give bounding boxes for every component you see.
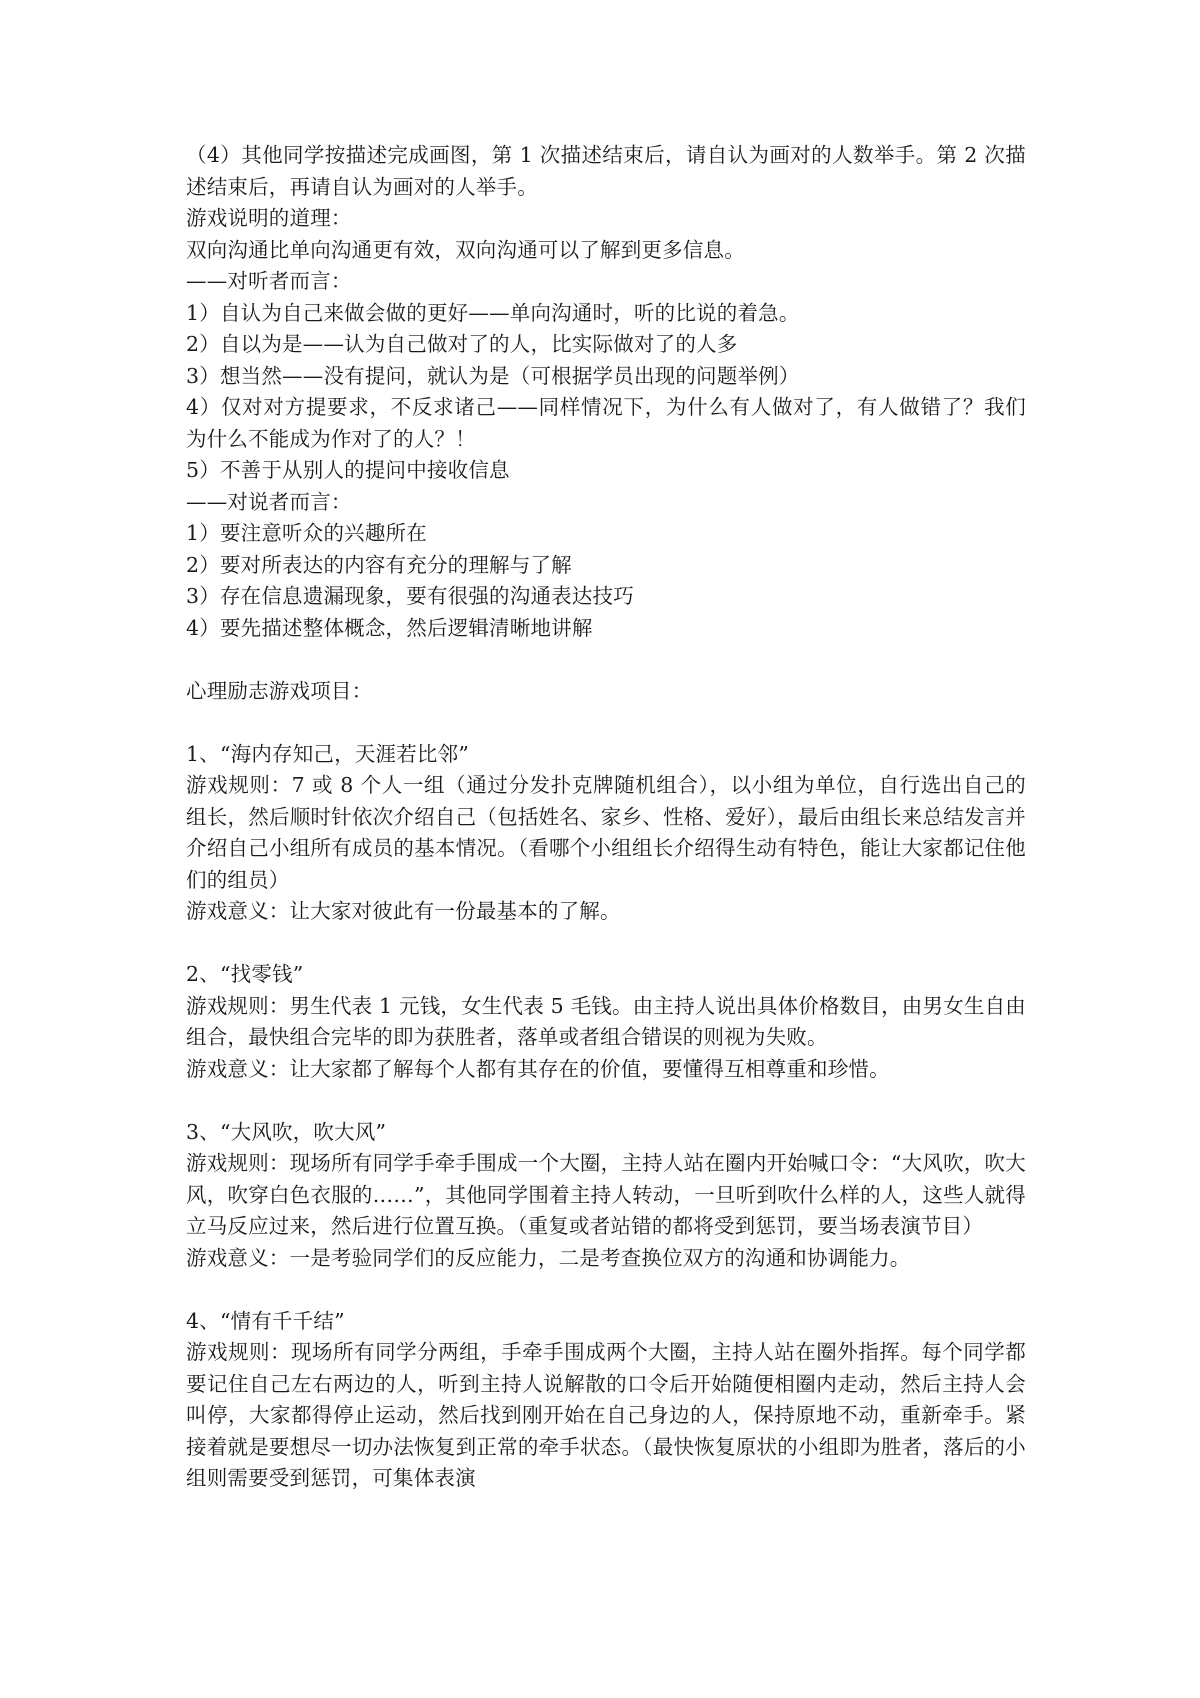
text-line: 3）想当然——没有提问，就认为是（可根据学员出现的问题举例） [186,363,800,388]
text-line: 3）存在信息遗漏现象，要有很强的沟通表达技巧 [186,584,634,608]
text-line: 5）不善于从别人的提问中接收信息 [186,458,510,482]
text-line: 4）要先描述整体概念，然后逻辑清晰地讲解 [186,615,593,640]
blank-line [186,1274,1026,1306]
blank-line [186,644,1026,676]
text-line: ——对说者而言： [186,489,352,514]
game-title: 3、“大风吹，吹大风” [186,1119,387,1144]
game-meaning: 游戏意义：一是考验同学们的反应能力，二是考查换位双方的沟通和协调能力。 [186,1245,911,1270]
game-title: 2、“找零钱” [186,962,304,986]
game-title: 1、“海内存知己，天涯若比邻” [186,741,470,766]
text-line: 游戏说明的道理： [186,206,352,230]
game-meaning: 游戏意义：让大家对彼此有一份最基本的了解。 [186,899,621,923]
game-meaning: 游戏意义：让大家都了解每个人都有其存在的价值，要懂得互相尊重和珍惜。 [186,1056,890,1081]
text-line: 1）自认为自己来做会做的更好——单向沟通时，听的比说的着急。 [186,300,800,325]
game-rule: 游戏规则：现场所有同学手牵手围成一个大圈，主持人站在圈内开始喊口令：“大风吹，吹大风，吹穿白色衣服的……”，其他同学围着主持人转动，一旦听到吹什么样的人，这些人就得立马反应过来，然后进行位置互换。（重复或者站错的都将受到惩罚，要当场表演节目） [186,1151,1026,1238]
document-page [186,140,1026,1495]
text-line: 双向沟通比单向沟通更有效，双向沟通可以了解到更多信息。 [186,237,745,262]
text-line: 1）要注意听众的兴趣所在 [186,521,427,545]
blank-line [186,928,1026,960]
game-rule: 游戏规则：男生代表 1 元钱，女生代表 5 毛钱。由主持人说出具体价格数目，由男女生自由组合，最快组合完毕的即为获胜者，落单或者组合错误的则视为失败。 [186,993,1026,1049]
blank-line [186,707,1026,739]
game-rule: 游戏规则：现场所有同学分两组，手牵手围成两个大圈，主持人站在圈外指挥。每个同学都要记住自己左右两边的人，听到主持人说解散的口令后开始随便相圈内走动，然后主持人会叫停，大家都得停止运动，然后找到刚开始在自己身边的人，保持原地不动，重新牵手。紧接着就是要想尽一切办法恢复到正常的牵手状态。（最快恢复原状的小组即为胜者，落后的小组则需要受到惩罚，可集体表演 [186,1340,1026,1490]
text-line: 4）仅对对方提要求，不反求诸己——同样情况下，为什么有人做对了，有人做错了？我们为什么不能成为作对了的人？！ [186,395,1026,451]
game-title: 4、“情有千千结” [186,1308,345,1333]
game-rule: 游戏规则：7 或 8 个人一组（通过分发扑克牌随机组合），以小组为单位，自行选出自己的组长，然后顺时针依次介绍自己（包括姓名、家乡、性格、爱好），最后由组长来总结发言并介绍自己小组所有成员的基本情况。（看哪个小组组长介绍得生动有特色，能让大家都记住他们的组员） [186,773,1026,892]
section-title: 心理励志游戏项目： [186,678,373,703]
text-line: （4）其他同学按描述完成画图，第 1 次描述结束后，请自认为画对的人数举手。第 2 次描述结束后，再请自认为画对的人举手。 [186,143,1026,199]
text-line: 2）自以为是——认为自己做对了的人，比实际做对了的人多 [186,332,738,356]
text-line: ——对听者而言： [186,269,352,293]
blank-line [186,1085,1026,1117]
text-line: 2）要对所表达的内容有充分的理解与了解 [186,552,572,577]
